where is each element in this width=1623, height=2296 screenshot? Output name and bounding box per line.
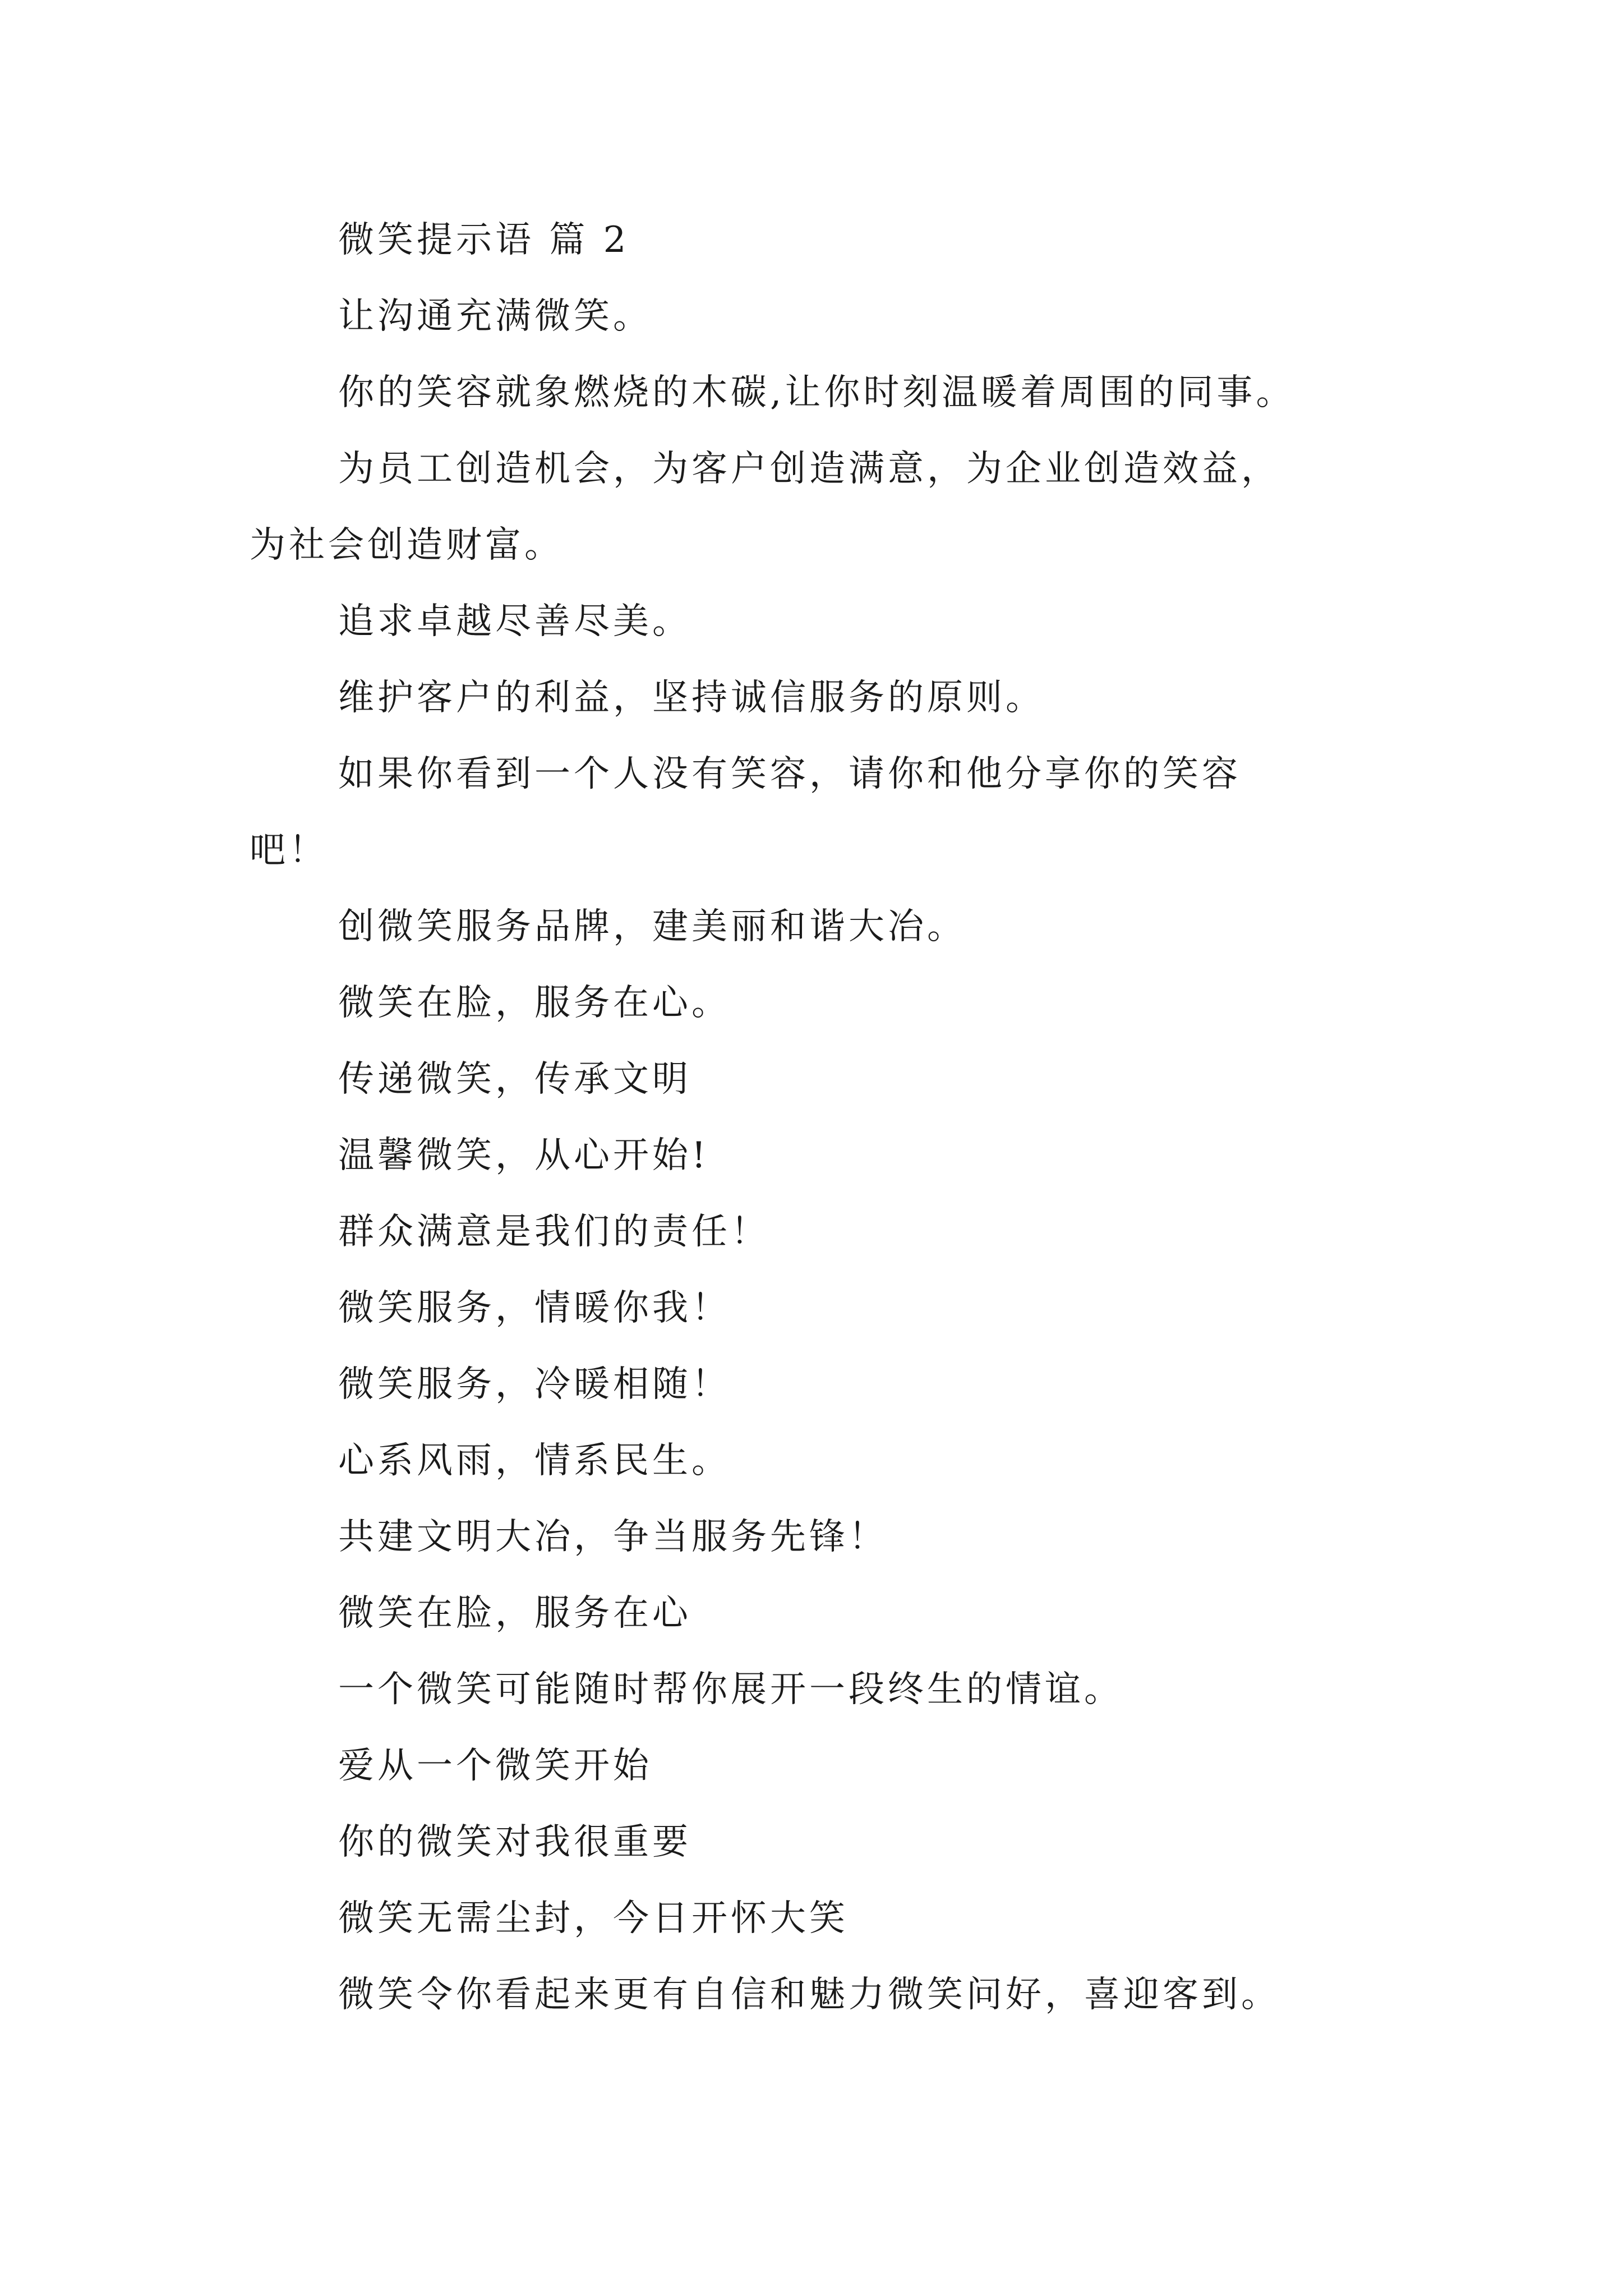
text-line: 微笑服务，冷暖相随！ xyxy=(338,1364,731,1405)
text-line: 为员工创造机会，为客户创造满意，为企业创造效益， xyxy=(338,448,1280,490)
text-line: 微笑令你看起来更有自信和魅力微笑问好，喜迎客到。 xyxy=(338,1974,1280,2016)
text-line: 维护客户的利益，坚持诚信服务的原则。 xyxy=(338,677,1045,719)
text-line: 追求卓越尽善尽美。 xyxy=(338,601,691,642)
document-body xyxy=(250,202,1438,2033)
text-line: 创微笑服务品牌，建美丽和谐大冶。 xyxy=(338,906,966,947)
text-line: 微笑在脸，服务在心。 xyxy=(338,982,731,1024)
section-heading: 微笑提示语 篇 2 xyxy=(338,219,630,261)
text-line: 微笑服务，情暖你我！ xyxy=(338,1287,731,1329)
text-line-continuation: 吧！ xyxy=(250,830,328,871)
text-line: 微笑无需尘封，今日开怀大笑 xyxy=(338,1898,849,1939)
text-line: 让沟通充满微笑。 xyxy=(338,296,652,337)
text-line: 一个微笑可能随时帮你展开一段终生的情谊。 xyxy=(338,1669,1123,1710)
text-line: 群众满意是我们的责任！ xyxy=(338,1211,770,1253)
text-line: 爱从一个微笑开始 xyxy=(338,1745,652,1787)
text-line: 微笑在脸，服务在心 xyxy=(338,1593,691,1634)
text-line: 温馨微笑，从心开始! xyxy=(338,1135,709,1176)
text-line: 你的笑容就象燃烧的木碳,让你时刻温暖着周围的同事。 xyxy=(338,372,1295,413)
text-line: 如果你看到一个人没有笑容，请你和他分享你的笑容 xyxy=(338,753,1241,795)
text-line: 共建文明大冶，争当服务先锋！ xyxy=(338,1516,888,1558)
text-line: 你的微笑对我很重要 xyxy=(338,1821,691,1863)
text-line: 传递微笑，传承文明 xyxy=(338,1059,691,1100)
text-line: 心系风雨，情系民生。 xyxy=(338,1440,731,1481)
text-line-continuation: 为社会创造财富。 xyxy=(250,524,564,566)
